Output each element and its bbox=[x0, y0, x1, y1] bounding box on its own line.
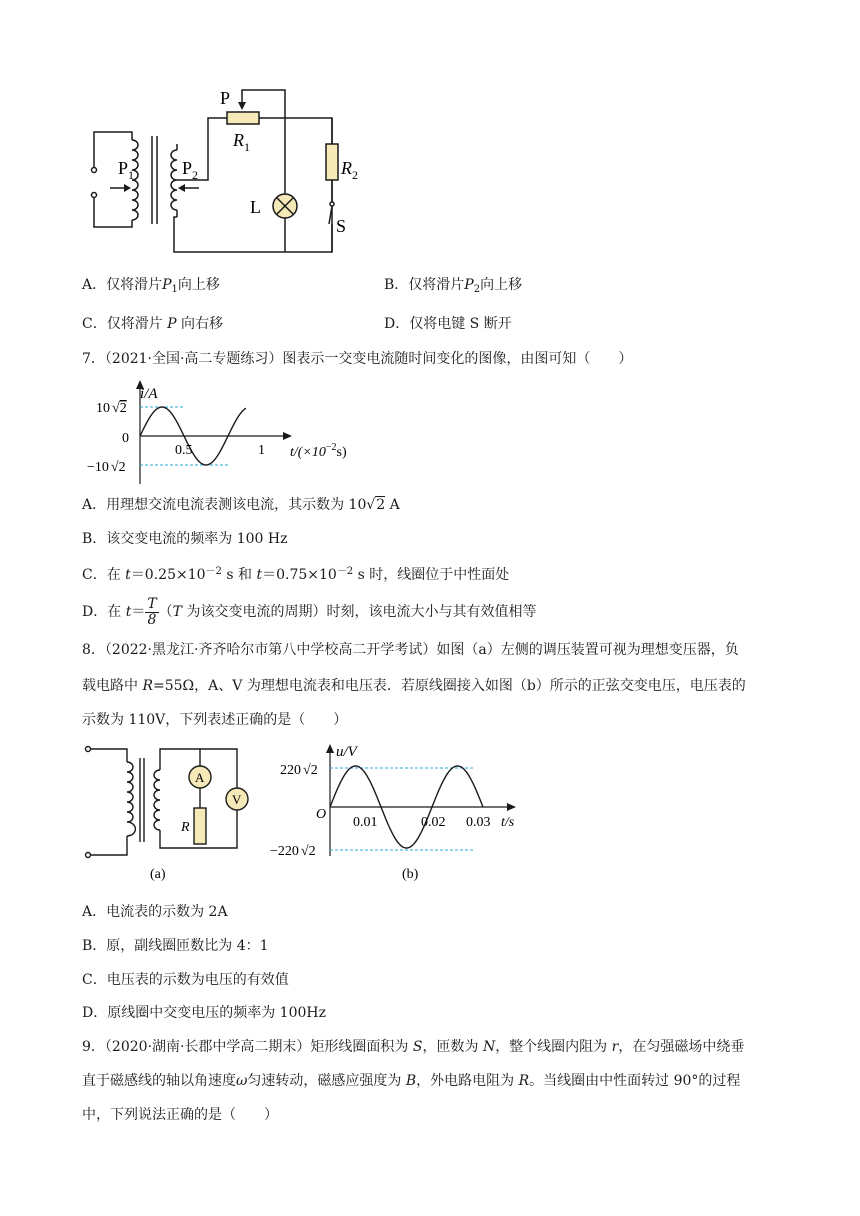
q6-option-c: C．仅将滑片 P 向右移 bbox=[82, 316, 224, 332]
q8-figure-a bbox=[82, 740, 262, 882]
q8-xtick-2: 0.03 bbox=[466, 815, 491, 830]
q7-stem: 7．（2021·全国·高二专题练习）图表示一交变电流随时间变化的图像，由图可知（ ） bbox=[82, 351, 633, 367]
q7-ytick-zero: 0 bbox=[122, 431, 129, 446]
fig6-label-r2: R bbox=[341, 158, 352, 178]
svg-text:−220√2: −220 √2 bbox=[270, 844, 316, 859]
q6-circuit-figure bbox=[82, 82, 372, 258]
q8-fig-a-caption: (a) bbox=[150, 867, 166, 882]
q7-option-d: D．在 t＝ $\frac{T}{8}$ （T 为该交变电流的周期）时刻，该电流大小与其有效值相等 bbox=[82, 595, 537, 628]
q7-option-b: B．该交变电流的频率为 100 Hz bbox=[82, 531, 288, 547]
q8-option-d: D．原线圈中交变电压的频率为 100Hz bbox=[82, 1005, 326, 1021]
q8-xtick-0: 0.01 bbox=[353, 815, 378, 830]
q9-line3: 中，下列说法正确的是（ ） bbox=[82, 1107, 278, 1123]
svg-text:i/A bbox=[140, 386, 158, 402]
q6-option-a: A．仅将滑片$P_1$向上移 bbox=[82, 277, 220, 295]
fig6-label-r2-sub: 2 bbox=[352, 168, 358, 182]
q8-ytick-bottom: −220 bbox=[270, 844, 299, 859]
q7-xlabel-exp: −2 bbox=[325, 442, 337, 453]
q8-ytick-bottom-rad: 2 bbox=[308, 844, 316, 859]
svg-text:P1 bbox=[118, 158, 134, 182]
svg-text:−10√2: −10 √2 bbox=[87, 460, 126, 475]
fig6-label-r1-sub: 1 bbox=[244, 140, 250, 154]
svg-text:R1 bbox=[232, 130, 250, 154]
q8-origin: O bbox=[316, 807, 327, 822]
svg-text:P2 bbox=[182, 158, 198, 182]
q7-xlabel: t/(×10 bbox=[290, 445, 326, 460]
svg-text:10√2: 10 √2 bbox=[96, 401, 127, 416]
fig6-label-p2: P bbox=[182, 158, 193, 178]
q8-fig-a-ammeter: A bbox=[195, 770, 205, 785]
q8-option-a: A．电流表的示数为 2A bbox=[82, 904, 228, 920]
q7-xlabel-unit: s) bbox=[336, 445, 347, 460]
q8-stem-line3: 示数为 110V，下列表述正确的是（ ） bbox=[82, 712, 348, 728]
q8-xtick-1: 0.02 bbox=[421, 815, 446, 830]
q7-ylabel: i/A bbox=[140, 386, 158, 402]
svg-text:220√2: 220 √2 bbox=[280, 763, 318, 778]
q7-fraction: $\frac{T}{8}$ bbox=[147, 595, 157, 628]
q7-current-chart bbox=[82, 376, 372, 488]
q7-option-a: A．用理想交流电流表测该电流，其示数为 10√2 A bbox=[82, 497, 400, 513]
fig6-label-s: S bbox=[336, 216, 347, 236]
q9-line1: 9．（2020·湖南·长郡中学高二期末）矩形线圈面积为 S，匝数为 N，整个线圈内阻为 r，在匀强磁场中绕垂 bbox=[82, 1039, 745, 1055]
q6-option-d: D．仅将电键 S 断开 bbox=[384, 316, 512, 332]
q8-stem-line1: 8．（2022·黑龙江·齐齐哈尔市第八中学校高二开学考试）如图（a）左侧的调压装置可视为理想变压器，负 bbox=[82, 642, 739, 658]
q8-voltage-chart bbox=[268, 740, 528, 882]
q8-stem-line2: 载电路中 R=55Ω，A、V 为理想电流表和电压表．若原线圈接入如图（b）所示的正弦交变电压，电压表的 bbox=[82, 678, 746, 694]
q8-ylabel: u/V bbox=[336, 744, 357, 760]
q8-option-b: B．原，副线圈匝数比为 4：1 bbox=[82, 938, 269, 954]
q8-ytick-top: 220 bbox=[280, 763, 301, 778]
svg-text:R2 bbox=[340, 158, 358, 182]
fig6-label-p: P bbox=[220, 88, 231, 108]
q6-option-b: B．仅将滑片$P_2$向上移 bbox=[384, 277, 523, 295]
svg-text:u/V bbox=[336, 744, 359, 760]
svg-text:t/(×10−2s) bbox=[290, 442, 347, 460]
q7-ytick-bottom: −10 bbox=[87, 460, 109, 475]
fig6-label-l: L bbox=[250, 197, 261, 217]
q7-ytick-top-rad: 2 bbox=[119, 401, 127, 416]
q7-option-c: C．在 $t=0.25\times 10^{-2}$ s 和 $t=0.75\times 10^{-2}$ s 时，线圈位于中性面处 bbox=[82, 566, 510, 583]
fig6-label-p2-sub: 2 bbox=[192, 168, 199, 182]
q8-option-c: C．电压表的示数为电压的有效值 bbox=[82, 972, 289, 988]
q7-ytick-top: 10 bbox=[96, 401, 110, 416]
q8-xlabel: t/s bbox=[501, 815, 515, 830]
q8-fig-b-caption: (b) bbox=[402, 867, 419, 882]
fig6-label-p1: P bbox=[118, 158, 129, 178]
q7-xtick-half: 0.5 bbox=[175, 443, 193, 458]
fig6-label-r1: R bbox=[233, 130, 244, 150]
q7-ytick-bottom-rad: 2 bbox=[118, 460, 126, 475]
fig6-label-p1-sub: 1 bbox=[128, 168, 135, 182]
q8-fig-a-voltmeter: V bbox=[232, 792, 242, 807]
q8-fig-a-resistor: R bbox=[181, 820, 190, 835]
q8-ytick-top-rad: 2 bbox=[310, 763, 318, 778]
q7-xtick-one: 1 bbox=[258, 443, 265, 458]
q9-line2: 直于磁感线的轴以角速度ω匀速转动，磁感应强度为 B，外电路电阻为 R。当线圈由中性面转过 90°的过程 bbox=[82, 1073, 741, 1089]
